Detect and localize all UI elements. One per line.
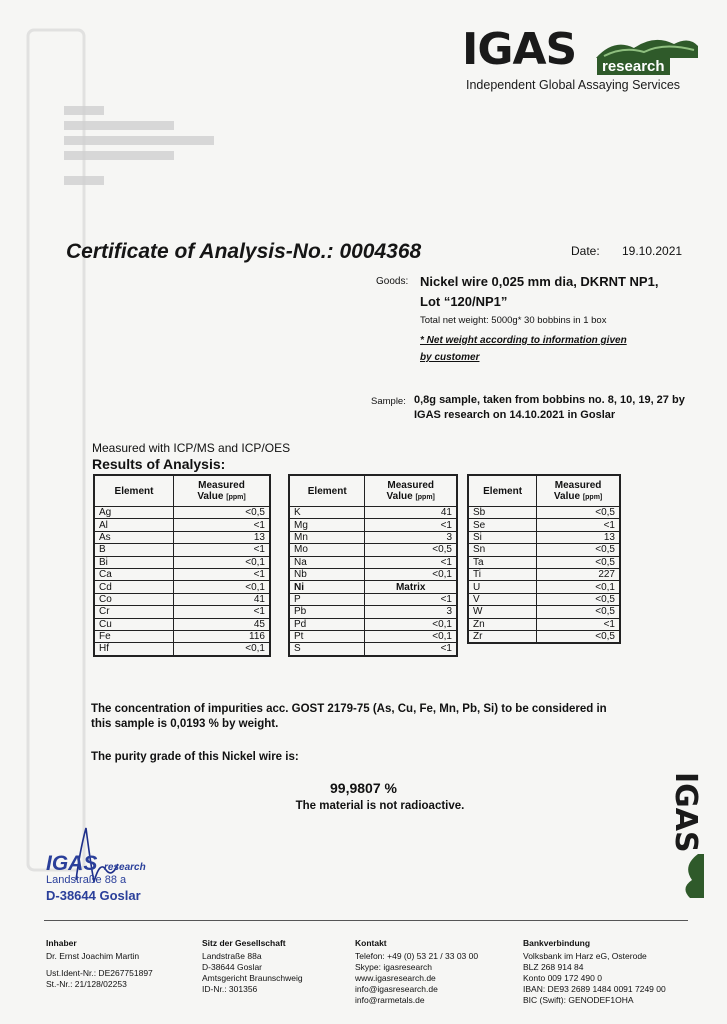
table-row — [289, 531, 457, 543]
footer-contact-mail1[interactable]: info@igasresearch.de — [355, 984, 438, 994]
table-row — [289, 593, 457, 605]
element-symbol: Zr — [468, 630, 537, 643]
table-row — [94, 507, 270, 519]
goods-net-weight: Total net weight: 5000g* 30 bobbins in 1 box — [420, 315, 607, 326]
element-value: 116 — [174, 630, 270, 642]
goods-note — [420, 332, 670, 366]
footer-bank — [523, 938, 666, 1006]
element-value: <0,5 — [537, 556, 620, 568]
method-text: Measured with ICP/MS and ICP/OES — [92, 441, 291, 455]
table-row — [94, 556, 270, 568]
table-row — [468, 507, 620, 519]
table-row — [468, 531, 620, 543]
element-symbol: Mg — [289, 519, 365, 531]
element-value: <0,1 — [174, 581, 270, 593]
stamp-street: Landstraße 88 a — [46, 874, 127, 886]
goods-note-line-2: by customer — [420, 352, 480, 363]
goods-description — [420, 272, 710, 312]
footer-contact — [355, 938, 478, 1006]
stamp-city: D-38644 Goslar — [46, 888, 141, 903]
element-value: <1 — [537, 618, 620, 630]
concentration-text: The concentration of impurities acc. GOST 2179-75 (As, Cu, Fe, Mn, Pb, Si) to be considered in this sample is 0,0193 % by weight. — [91, 703, 607, 730]
logo-hills-icon — [594, 34, 700, 60]
element-symbol: Mo — [289, 544, 365, 556]
element-value: <1 — [174, 568, 270, 580]
element-symbol: Pd — [289, 618, 365, 630]
footer-contact-heading: Kontakt — [355, 938, 387, 948]
table-row — [468, 581, 620, 593]
element-symbol: Bi — [94, 556, 174, 568]
stamp-research: research — [104, 862, 146, 873]
element-symbol: Ni — [289, 581, 365, 593]
sample-label: Sample: — [371, 396, 406, 407]
footer-bank-blz: BLZ 268 914 84 — [523, 962, 584, 972]
element-value: 45 — [174, 618, 270, 630]
goods-line-1: Nickel wire 0,025 mm dia, DKRNT NP1, — [420, 274, 659, 289]
table-row — [289, 519, 457, 531]
table-row — [468, 568, 620, 580]
element-value: <0,5 — [365, 544, 457, 556]
element-value: <0,5 — [537, 630, 620, 643]
purity-label: The purity grade of this Nickel wire is: — [91, 751, 299, 763]
table-row — [94, 544, 270, 556]
side-logo-icon — [668, 770, 708, 900]
table-row — [468, 519, 620, 531]
table-row — [94, 630, 270, 642]
element-symbol: Se — [468, 519, 537, 531]
footer-owner — [46, 938, 153, 990]
col-element: Element — [468, 475, 537, 507]
element-value: 41 — [174, 593, 270, 605]
footer-bank-heading: Bankverbindung — [523, 938, 591, 948]
element-value: <0,5 — [537, 544, 620, 556]
element-symbol: S — [289, 643, 365, 656]
element-value: Matrix — [365, 581, 457, 593]
element-symbol: Sb — [468, 507, 537, 519]
table-row — [94, 593, 270, 605]
element-symbol: Mn — [289, 531, 365, 543]
sample-line-2: IGAS research on 14.10.2021 in Goslar — [414, 409, 616, 421]
table-row — [289, 606, 457, 618]
certificate-title: Certificate of Analysis-No.: 0004368 — [66, 240, 422, 263]
table-row — [289, 507, 457, 519]
redacted-address — [64, 106, 214, 191]
purity-value: 99,9807 % — [330, 780, 397, 796]
footer-contact-mail2[interactable]: info@rarmetals.de — [355, 995, 425, 1005]
table-row — [94, 531, 270, 543]
element-symbol: W — [468, 606, 537, 618]
footer-seat-street: Landstraße 88a — [202, 951, 262, 961]
table-row — [289, 581, 457, 593]
element-symbol: Na — [289, 556, 365, 568]
footer-bank-bic: BIC (Swift): GENODEF1OHA — [523, 995, 634, 1005]
element-value: 3 — [365, 606, 457, 618]
table-row — [468, 556, 620, 568]
footer-contact-skype: Skype: igasresearch — [355, 962, 433, 972]
col-element: Element — [289, 475, 365, 507]
element-value: <0,1 — [365, 630, 457, 642]
footer-seat-id: ID-Nr.: 301356 — [202, 984, 258, 994]
footer-bank-konto: Konto 009 172 490 0 — [523, 973, 602, 983]
footer-owner-heading: Inhaber — [46, 938, 77, 948]
element-value: <0,1 — [174, 556, 270, 568]
sample-description — [414, 393, 704, 423]
element-value: <0,1 — [365, 568, 457, 580]
element-value: <0,1 — [365, 618, 457, 630]
element-value: <1 — [365, 519, 457, 531]
element-value: <0,5 — [174, 507, 270, 519]
sample-line-1: 0,8g sample, taken from bobbins no. 8, 10, 19, 27 by — [414, 394, 685, 406]
col-value: Measured Value [ppm] — [365, 475, 457, 507]
element-symbol: Pb — [289, 606, 365, 618]
table-row — [94, 568, 270, 580]
table-row — [289, 556, 457, 568]
element-value: <0,5 — [537, 606, 620, 618]
svg-text:IGAS: IGAS — [668, 772, 703, 853]
table-row — [94, 519, 270, 531]
stamp-logo: IGAS — [46, 852, 98, 875]
table-row — [289, 643, 457, 656]
goods-line-2: Lot “120/NP1” — [420, 294, 508, 309]
element-symbol: Ti — [468, 568, 537, 580]
goods-label: Goods: — [376, 276, 409, 287]
element-symbol: B — [94, 544, 174, 556]
table-row — [94, 618, 270, 630]
footer-contact-phone: Telefon: +49 (0) 53 21 / 33 03 00 — [355, 951, 479, 961]
element-value: 13 — [537, 531, 620, 543]
element-value: 41 — [365, 507, 457, 519]
element-symbol: Cd — [94, 581, 174, 593]
element-symbol: Co — [94, 593, 174, 605]
footer-contact-web[interactable]: www.igasresearch.de — [355, 973, 436, 983]
results-heading: Results of Analysis: — [92, 456, 226, 472]
element-symbol: Sn — [468, 544, 537, 556]
footer-bank-name: Volksbank im Harz eG, Osterode — [523, 951, 647, 961]
logo-word: IGAS — [462, 24, 577, 75]
col-element: Element — [94, 475, 174, 507]
element-symbol: Zn — [468, 618, 537, 630]
element-value: 13 — [174, 531, 270, 543]
element-symbol: Ca — [94, 568, 174, 580]
element-symbol: U — [468, 581, 537, 593]
element-value: <1 — [537, 519, 620, 531]
element-value: <0,1 — [174, 643, 270, 656]
element-symbol: Cr — [94, 606, 174, 618]
table-row — [289, 618, 457, 630]
element-symbol: Nb — [289, 568, 365, 580]
igas-logo — [462, 24, 702, 92]
col-value: Measured Value [ppm] — [537, 475, 620, 507]
element-value: <1 — [174, 544, 270, 556]
footer-owner-name: Dr. Ernst Joachim Martin — [46, 951, 140, 961]
table-row — [468, 630, 620, 643]
element-symbol: Ta — [468, 556, 537, 568]
results-table-1 — [93, 474, 271, 657]
date-label: Date: — [571, 244, 600, 258]
footer-owner-tax: St.-Nr.: 21/128/02253 — [46, 979, 127, 989]
element-value: 3 — [365, 531, 457, 543]
logo-research-badge: research — [597, 58, 670, 75]
table-row — [94, 581, 270, 593]
footer-seat-court: Amtsgericht Braunschweig — [202, 973, 303, 983]
table-row — [289, 630, 457, 642]
results-table-2 — [288, 474, 458, 657]
element-symbol: Fe — [94, 630, 174, 642]
company-stamp — [46, 852, 196, 903]
element-value: <0,5 — [537, 593, 620, 605]
element-symbol: Si — [468, 531, 537, 543]
table-row — [468, 593, 620, 605]
logo-tagline: Independent Global Assaying Services — [466, 78, 681, 92]
element-symbol: V — [468, 593, 537, 605]
goods-note-line-1: * Net weight according to information given — [420, 335, 627, 346]
element-symbol: As — [94, 531, 174, 543]
table-row — [468, 544, 620, 556]
element-value: <0,5 — [537, 507, 620, 519]
element-symbol: Hf — [94, 643, 174, 656]
element-symbol: K — [289, 507, 365, 519]
element-symbol: Al — [94, 519, 174, 531]
footer-owner-vat: Ust.Ident-Nr.: DE267751897 — [46, 968, 153, 978]
footer-bank-iban: IBAN: DE93 2689 1484 0091 7249 00 — [523, 984, 666, 994]
table-row — [94, 643, 270, 656]
element-value: 227 — [537, 568, 620, 580]
element-value: <1 — [174, 519, 270, 531]
table-row — [468, 606, 620, 618]
table-row — [289, 568, 457, 580]
footer-seat — [202, 938, 303, 995]
table-row — [468, 618, 620, 630]
footer-seat-heading: Sitz der Gesellschaft — [202, 938, 286, 948]
element-value: <1 — [365, 643, 457, 656]
footer-divider — [44, 920, 688, 921]
footer-seat-city: D-38644 Goslar — [202, 962, 263, 972]
table-row — [94, 606, 270, 618]
date-value: 19.10.2021 — [622, 244, 683, 258]
element-symbol: P — [289, 593, 365, 605]
table-row — [289, 544, 457, 556]
radioactivity-text: The material is not radioactive. — [295, 800, 465, 812]
element-value: <1 — [365, 593, 457, 605]
col-value: Measured Value [ppm] — [174, 475, 270, 507]
element-symbol: Pt — [289, 630, 365, 642]
element-symbol: Cu — [94, 618, 174, 630]
element-symbol: Ag — [94, 507, 174, 519]
results-table-3 — [467, 474, 621, 644]
element-value: <1 — [365, 556, 457, 568]
element-value: <0,1 — [537, 581, 620, 593]
element-value: <1 — [174, 606, 270, 618]
